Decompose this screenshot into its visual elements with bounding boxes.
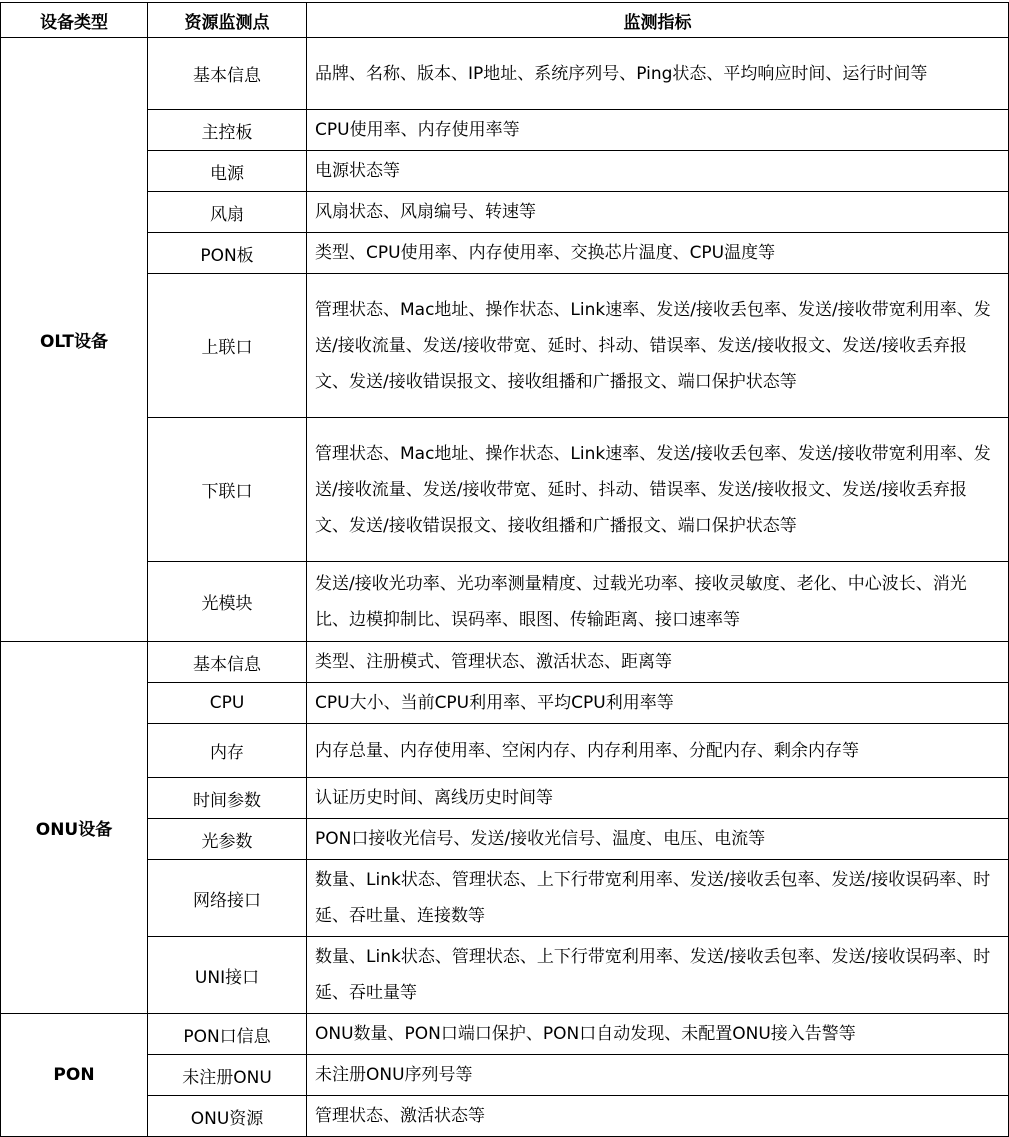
metrics-cell: PON口接收光信号、发送/接收光信号、温度、电压、电流等 xyxy=(307,819,1009,860)
monitor-point: 上联口 xyxy=(148,274,307,418)
monitor-point: PON口信息 xyxy=(148,1014,307,1055)
table-row xyxy=(1,418,1009,562)
table-row xyxy=(1,860,1009,937)
monitor-point: 光参数 xyxy=(148,819,307,860)
monitor-point: 基本信息 xyxy=(148,642,307,683)
monitor-point: 内存 xyxy=(148,724,307,778)
table-row xyxy=(1,233,1009,274)
monitor-point: 风扇 xyxy=(148,192,307,233)
table-row xyxy=(1,642,1009,683)
table-row xyxy=(1,937,1009,1014)
monitor-point: 基本信息 xyxy=(148,38,307,110)
table-row xyxy=(1,38,1009,110)
metrics-cell: CPU大小、当前CPU利用率、平均CPU利用率等 xyxy=(307,683,1009,724)
table-row xyxy=(1,683,1009,724)
metrics-cell: 管理状态、激活状态等 xyxy=(307,1096,1009,1137)
device-type-olt: OLT设备 xyxy=(1,38,148,642)
metrics-cell: 类型、CPU使用率、内存使用率、交换芯片温度、CPU温度等 xyxy=(307,233,1009,274)
table-row xyxy=(1,274,1009,418)
metrics-cell: 管理状态、Mac地址、操作状态、Link速率、发送/接收丢包率、发送/接收带宽利用率、发送/接收流量、发送/接收带宽、延时、抖动、错误率、发送/接收报文、发送/接收丢弃报文、发送/接收错误报文、接收组播和广播报文、端口保护状态等 xyxy=(307,418,1009,562)
table-row xyxy=(1,819,1009,860)
metrics-cell: 未注册ONU序列号等 xyxy=(307,1055,1009,1096)
table-row xyxy=(1,1014,1009,1055)
metrics-cell: 品牌、名称、版本、IP地址、系统序列号、Ping状态、平均响应时间、运行时间等 xyxy=(307,38,1009,110)
monitor-point: CPU xyxy=(148,683,307,724)
table-row xyxy=(1,778,1009,819)
table-row xyxy=(1,562,1009,642)
table-row xyxy=(1,110,1009,151)
table-row xyxy=(1,151,1009,192)
device-type-onu: ONU设备 xyxy=(1,642,148,1014)
metrics-cell: 管理状态、Mac地址、操作状态、Link速率、发送/接收丢包率、发送/接收带宽利用率、发送/接收流量、发送/接收带宽、延时、抖动、错误率、发送/接收报文、发送/接收丢弃报文、发送/接收错误报文、接收组播和广播报文、端口保护状态等 xyxy=(307,274,1009,418)
monitor-point: UNI接口 xyxy=(148,937,307,1014)
header-row xyxy=(1,3,1009,38)
metrics-cell: 风扇状态、风扇编号、转速等 xyxy=(307,192,1009,233)
header-metrics: 监测指标 xyxy=(307,3,1009,38)
monitor-point: 网络接口 xyxy=(148,860,307,937)
metrics-cell: 发送/接收光功率、光功率测量精度、过载光功率、接收灵敏度、老化、中心波长、消光比、边模抑制比、误码率、眼图、传输距离、接口速率等 xyxy=(307,562,1009,642)
device-type-pon: PON xyxy=(1,1014,148,1137)
header-device-type: 设备类型 xyxy=(1,3,148,38)
monitor-point: 未注册ONU xyxy=(148,1055,307,1096)
metrics-cell: 数量、Link状态、管理状态、上下行带宽利用率、发送/接收丢包率、发送/接收误码率、时延、吞吐量、连接数等 xyxy=(307,860,1009,937)
metrics-cell: 类型、注册模式、管理状态、激活状态、距离等 xyxy=(307,642,1009,683)
metrics-cell: 认证历史时间、离线历史时间等 xyxy=(307,778,1009,819)
table-row xyxy=(1,1055,1009,1096)
monitor-point: 时间参数 xyxy=(148,778,307,819)
monitor-point: 下联口 xyxy=(148,418,307,562)
table-row xyxy=(1,724,1009,778)
table-row xyxy=(1,1096,1009,1137)
monitor-point: 主控板 xyxy=(148,110,307,151)
metrics-cell: ONU数量、PON口端口保护、PON口自动发现、未配置ONU接入告警等 xyxy=(307,1014,1009,1055)
metrics-cell: CPU使用率、内存使用率等 xyxy=(307,110,1009,151)
monitoring-table xyxy=(0,2,1009,1137)
monitor-point: 电源 xyxy=(148,151,307,192)
table-row xyxy=(1,192,1009,233)
monitor-point: ONU资源 xyxy=(148,1096,307,1137)
metrics-cell: 电源状态等 xyxy=(307,151,1009,192)
metrics-cell: 内存总量、内存使用率、空闲内存、内存利用率、分配内存、剩余内存等 xyxy=(307,724,1009,778)
metrics-cell: 数量、Link状态、管理状态、上下行带宽利用率、发送/接收丢包率、发送/接收误码率、时延、吞吐量等 xyxy=(307,937,1009,1014)
monitor-point: PON板 xyxy=(148,233,307,274)
monitor-point: 光模块 xyxy=(148,562,307,642)
header-monitor-point: 资源监测点 xyxy=(148,3,307,38)
